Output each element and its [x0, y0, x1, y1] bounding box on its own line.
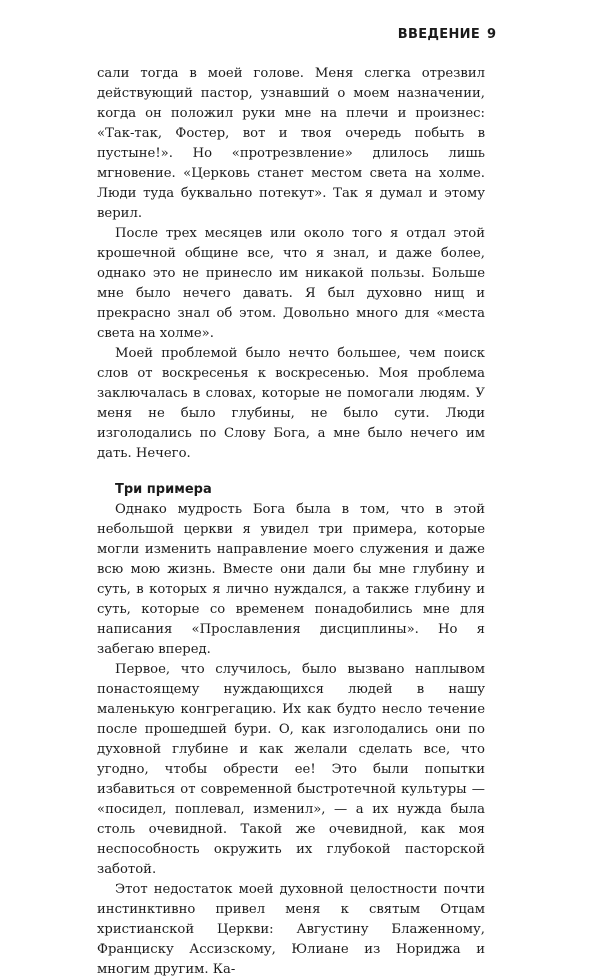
page-number: 9: [486, 27, 496, 42]
paragraph: Однако мудрость Бога была в том, что в этой небольшой церкви я увидел три примера, которые могли изменить направление моего служения и даже всю мою жизнь. Вместе они дали бы мне глубину и суть, в которых я лично нуждался, а также глубину и суть, которые со временем понадобились мне для написания «Прославления дисциплины». Но я забегаю вперед.: [97, 502, 485, 657]
paragraph: сали тогда в моей голове. Меня слегка отрезвил действующий пастор, узнавший о моем назначении, когда он положил руки мне на плечи и произнес: «Так-так, Фостер, вот и твоя очередь побыть в пустыне!». Но «протрезвление» длилось лишь мгновение. «Церковь станет местом света на холме. Люди туда буквально потекут». Так я думал и этому верил.: [97, 66, 485, 221]
running-head-title: ВВЕДЕНИЕ: [397, 27, 480, 42]
body-text: [97, 64, 485, 980]
section-heading: Три примера: [115, 482, 212, 497]
paragraph: Первое, что случилось, было вызвано наплывом понастоящему нуждающихся людей в нашу маленькую конгрегацию. Их как будто несло течение после прошедшей бури. О, как изголодались они по духовной глубине и как желали сделать все, что угодно, чтобы обрести ее! Это были попытки избавиться от современной быстротечной культуры — «посидел, поплевал, изменил», — а их нужда была столь очевидной. Такой же очевидной, как моя неспособность окружить их глубокой пасторской заботой.: [97, 662, 485, 877]
paragraph: Моей проблемой было нечто большее, чем поиск слов от воскресенья к воскресенью. Моя проблема заключалась в словах, которые не помогали людям. У меня не было глубины, не было сути. Люди изголодались по Слову Бога, а мне было нечего им дать. Нечего.: [97, 346, 485, 461]
paragraph: Этот недостаток моей духовной целостности почти инстинктивно привел меня к святым Отцам христианской Церкви: Августину Блаженному, Франциску Ассизскому, Юлиане из Нориджа и многим другим. Ка-: [97, 882, 485, 977]
paragraph: После трех месяцев или около того я отдал этой крошечной общине все, что я знал, и даже более, однако это не принесло им никакой пользы. Больше мне было нечего давать. Я был духовно нищ и прекрасно знал об этом. Довольно много для «места света на холме».: [97, 226, 485, 341]
